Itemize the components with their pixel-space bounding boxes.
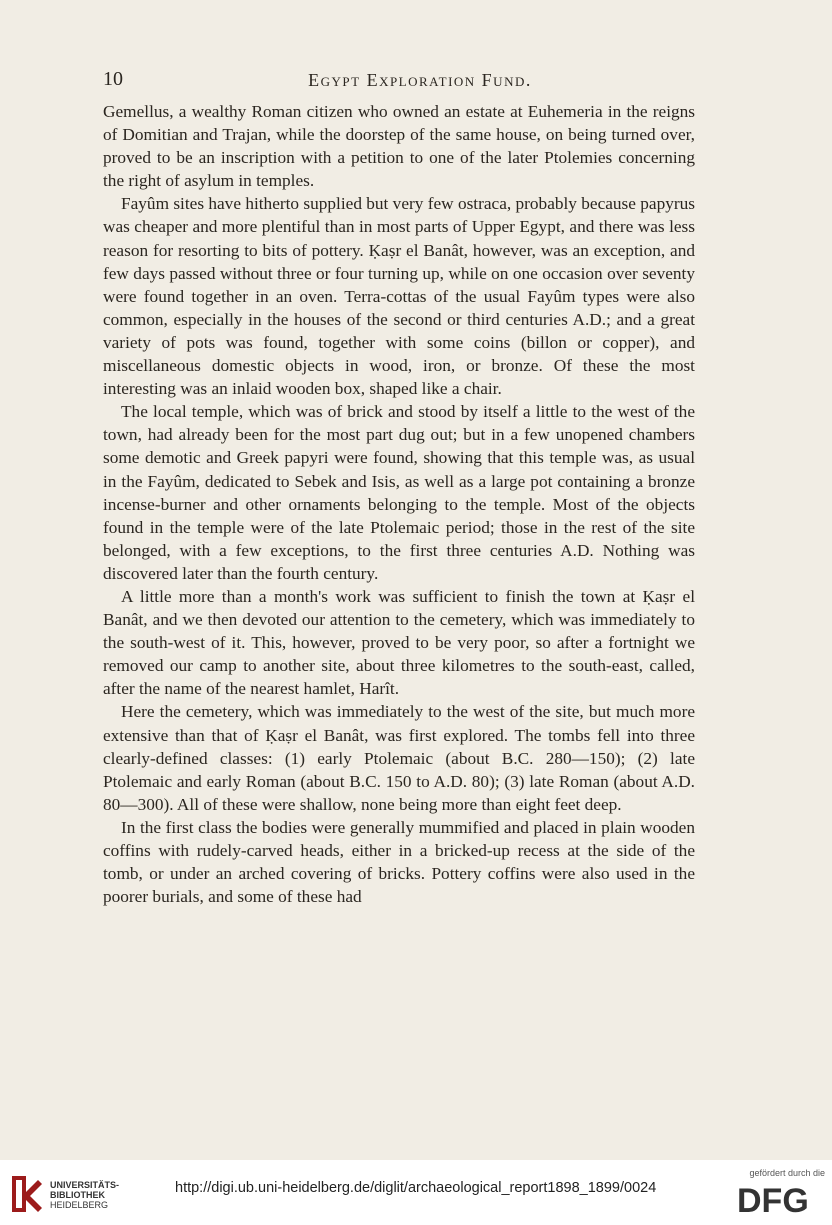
library-crest-icon bbox=[8, 1172, 46, 1214]
body-text bbox=[103, 100, 695, 908]
paragraph-4: A little more than a month's work was sufficient to finish the town at Ḳaṣr el Banât, and we then devoted our attention to the cemetery, which was immediately to the south-west of it. This, however, proved to be very poor, so after a fortnight we removed our camp to another site, about three kilometres to the south-east, called, after the name of the nearest hamlet, Harît. bbox=[103, 586, 695, 699]
library-line-1: UNIVERSITÄTS- bbox=[50, 1180, 120, 1190]
library-line-2: BIBLIOTHEK bbox=[50, 1190, 105, 1200]
dfg-logo-text: DFG bbox=[737, 1182, 809, 1218]
running-head: Egypt Exploration Fund. bbox=[308, 70, 532, 90]
paragraph-6: In the first class the bodies were generally mummified and placed in plain wooden coffins with rudely-carved heads, either in a bricked-up recess at the side of the tomb, or under an arched covering of bricks. Pottery coffins were also used in the poorer burials, and some of these had bbox=[103, 817, 695, 907]
page-number: 10 bbox=[103, 68, 123, 90]
paragraph-5: Here the cemetery, which was immediately to the west of the site, but much more extensive than that of Ḳaṣr el Banât, was first explored. The tombs fell into three clearly-defined classes: (1) early Ptolemaic (about B.C. 280—150); (2) late Ptolemaic and early Roman (about B.C. 150 to A.D. 80); (3) late Roman (about A.D. 80—300). All of these were shallow, none being more than eight feet deep. bbox=[103, 702, 695, 814]
dfg-logo-icon[interactable] bbox=[735, 1180, 825, 1218]
university-library-logo[interactable] bbox=[8, 1168, 148, 1218]
permalink-url[interactable]: http://digi.ub.uni-heidelberg.de/diglit/archaeological_report1898_1899/0024 bbox=[175, 1180, 657, 1196]
paragraph-3: The local temple, which was of brick and stood by itself a little to the west of the town, had already been for the most part dug out; but in a few unopened chambers some demotic and Greek papyri were found, showing that this temple was, as usual in the Fayûm, dedicated to Sebek and Isis, as well as a large pot containing a bronze incense-burner and other ornaments belonging to the temple. Most of the objects found in the temple were of the late Ptolemaic period; those in the rest of the site belonged, with a few exceptions, to the first three centuries A.D. Nothing was discovered later than the fourth century. bbox=[103, 402, 695, 583]
footer-bar bbox=[0, 1160, 832, 1225]
paragraph-1: Gemellus, a wealthy Roman citizen who owned an estate at Euhemeria in the reigns of Domitian and Trajan, while the doorstep of the same house, on being turned over, proved to be an inscription with a petition to one of the later Ptolemies concerning the right of asylum in temples. bbox=[103, 102, 695, 191]
funded-by-label: gefördert durch die bbox=[749, 1168, 825, 1178]
library-name bbox=[50, 1180, 119, 1210]
library-line-3: HEIDELBERG bbox=[50, 1200, 109, 1210]
paragraph-2: Fayûm sites have hitherto supplied but very few ostraca, probably because papyrus was cheaper and more plentiful than in most parts of Upper Egypt, and there was less reason for resorting to bits of pottery. Ḳaṣr el Banât, however, was an exception, and few days passed without three or four turning up, while on one occasion over seventy were found together in an oven. Terra-cottas of the usual Fayûm types were also common, especially in the houses of the second or third centuries A.D.; and a great variety of pots was found, together with some coins (billon or copper), and miscellaneous domestic objects in wood, iron, or bronze. Of these the most interesting was an inlaid wooden box, shaped like a chair. bbox=[103, 194, 695, 399]
